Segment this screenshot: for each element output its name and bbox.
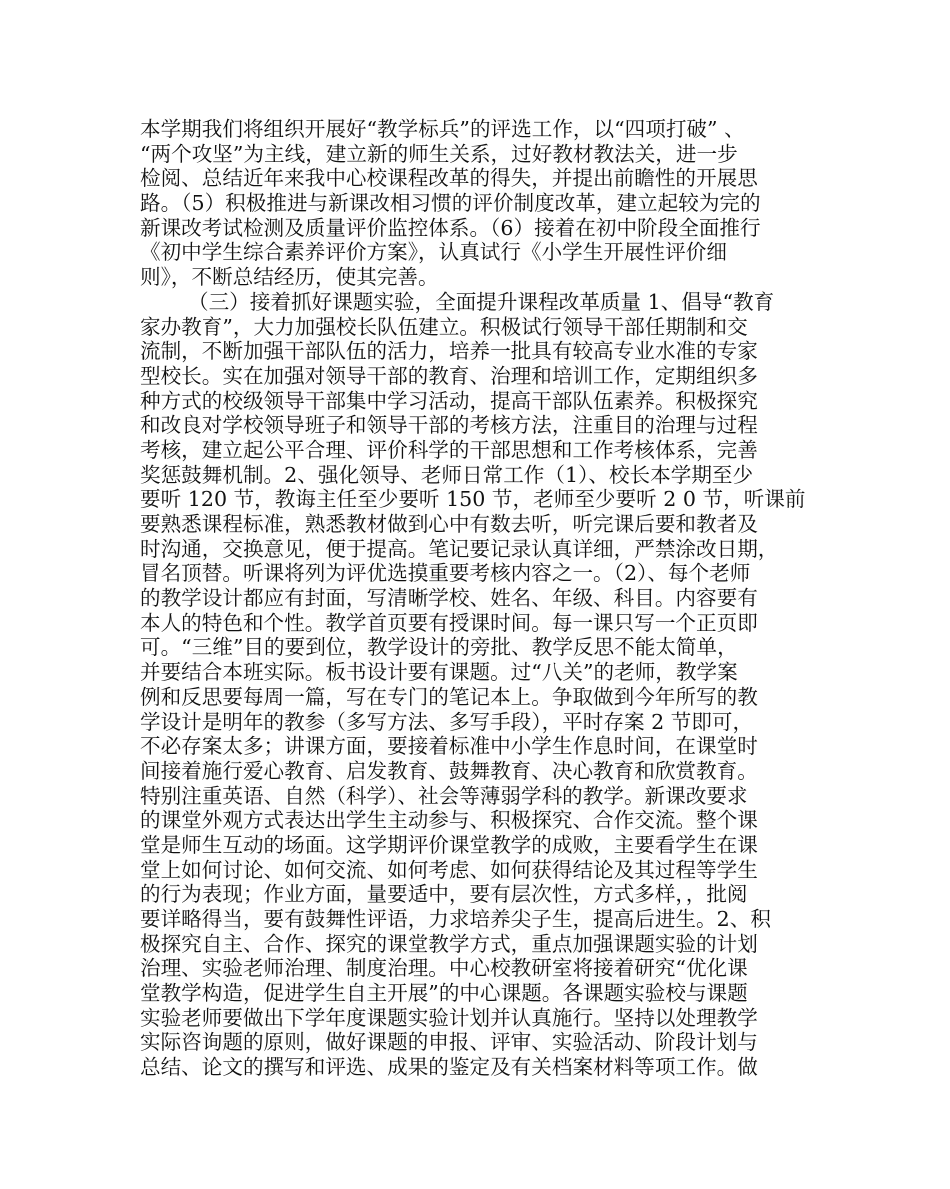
text-line: 新课改考试检测及质量评价监控体系。（6）接着在初中阶段全面推行 [140,215,761,240]
text-line: 检阅、总结近年来我中心校课程改革的得失，并提出前瞻性的开展思 [140,166,758,191]
text-line: 《初中学生综合素养评价方案》，认真试行《小学生开展性评价细 [140,240,727,265]
text-line: 的课堂外观方式表达出学生主动参与、积极探究、合作交流。整个课 [140,808,758,833]
text-line: 治理、实验老师治理、制度治理。中心校教研室将接着研究“优化课 [140,956,748,981]
text-line: 时沟通，交换意见，便于提高。笔记要记录认真详细，严禁涂改日期， [140,536,779,561]
text-line: 种方式的校级领导干部集中学习活动，提高干部队伍素养。积极探究 [140,388,758,413]
text-line: 和改良对学校领导班子和领导干部的考核方法，注重目的治理与过程 [140,413,758,438]
text-line: 实际咨询题的原则，做好课题的申报、评审、实验活动、阶段计划与 [140,1030,758,1055]
text-line: 堂是师生互动的场面。这学期评价课堂教学的成败，主要看学生在课 [140,832,758,857]
text-line: 学设计是明年的教参（多写方法、多写手段），平时存案 2 节即可， [140,709,754,734]
text-line: 要熟悉课程标准，熟悉教材做到心中有数去听，听完课后要和教者及 [140,512,758,536]
text-line: 不必存案太多；讲课方面，要接着标准中小学生作息时间，在课堂时 [140,734,758,759]
text-line: 例和反思要每周一篇，写在专门的笔记本上。争取做到今年所写的教 [140,684,758,709]
text-line: 间接着施行爱心教育、启发教育、鼓舞教育、决心教育和欣赏教育。 [140,758,758,783]
text-line: 的行为表现；作业方面，量要适中，要有层次性，方式多样，，批阅 [140,882,748,907]
document-body [140,117,830,1080]
text-line: 的教学设计都应有封面，写清晰学校、姓名、年级、科目。内容要有 [140,586,758,611]
text-line: 型校长。实在加强对领导干部的教育、治理和培训工作，定期组织多 [140,363,758,388]
text-line: 冒名顶替。听课将列为评优选摸重要考核内容之一。（2）、每个老师 [140,561,751,586]
text-line: 家办教育”，大力加强校长队伍建立。积极试行领导干部任期制和交 [140,314,748,339]
text-line: 流制，不断加强干部队伍的活力，培养一批具有较高专业水准的专家 [140,339,758,364]
text-line: 实验老师要做出下学年度课题实验计划并认真施行。坚持以处理教学 [140,1005,758,1030]
text-line: 堂教学构造，促进学生自主开展”的中心课题。各课题实验校与课题 [140,981,748,1006]
text-line: 路。（5）积极推进与新课改相习惯的评价制度改革，建立起较为完的 [140,191,761,216]
text-line: 奖惩鼓舞机制。2、强化领导、老师日常工作（1）、校长本学期至少 [140,462,754,487]
text-line: 本学期我们将组织开展好“教学标兵”的评选工作，以“四项打破” 、 [140,117,745,141]
text-line: 总结、论文的撰写和评选、成果的鉴定及有关档案材料等项工作。做 [140,1055,758,1080]
text-line: 本人的特色和个性。教学首页要有授课时间。每一课只写一个正页即 [140,610,758,635]
text-line: （三）接着抓好课题实验，全面提升课程改革质量 1、倡导“教育 [188,289,775,314]
text-line: 堂上如何讨论、如何交流、如何考虑、如何获得结论及其过程等学生 [140,857,758,882]
text-line: 可。“三维”目的要到位，教学设计的旁批、教学反思不能太简单， [140,635,738,660]
text-line: 并要结合本班实际。板书设计要有课题。过“八关”的老师，教学案 [140,660,738,685]
text-line: 则》，不断总结经历，使其完善。 [140,265,439,290]
paragraph-2 [140,290,830,1080]
text-line: 特别注重英语、自然（科学）、社会等薄弱学科的教学。新课改要求 [140,783,748,808]
text-line: 要详略得当，要有鼓舞性评语，力求培养尖子生，提高后进生。2、积 [140,907,771,931]
text-line: 要听 120 节，教诲主任至少要听 150 节，老师至少要听 2 0 节，听课前 [140,487,806,512]
text-line: 考核，建立起公平合理、评价科学的干部思想和工作考核体系，完善 [140,437,758,462]
paragraph-1 [140,117,830,290]
text-line: 极探究自主、合作、探究的课堂教学方式，重点加强课题实验的计划 [140,931,758,956]
text-line: “两个攻坚”为主线，建立新的师生关系，过好教材教法关，进一步 [140,141,738,166]
